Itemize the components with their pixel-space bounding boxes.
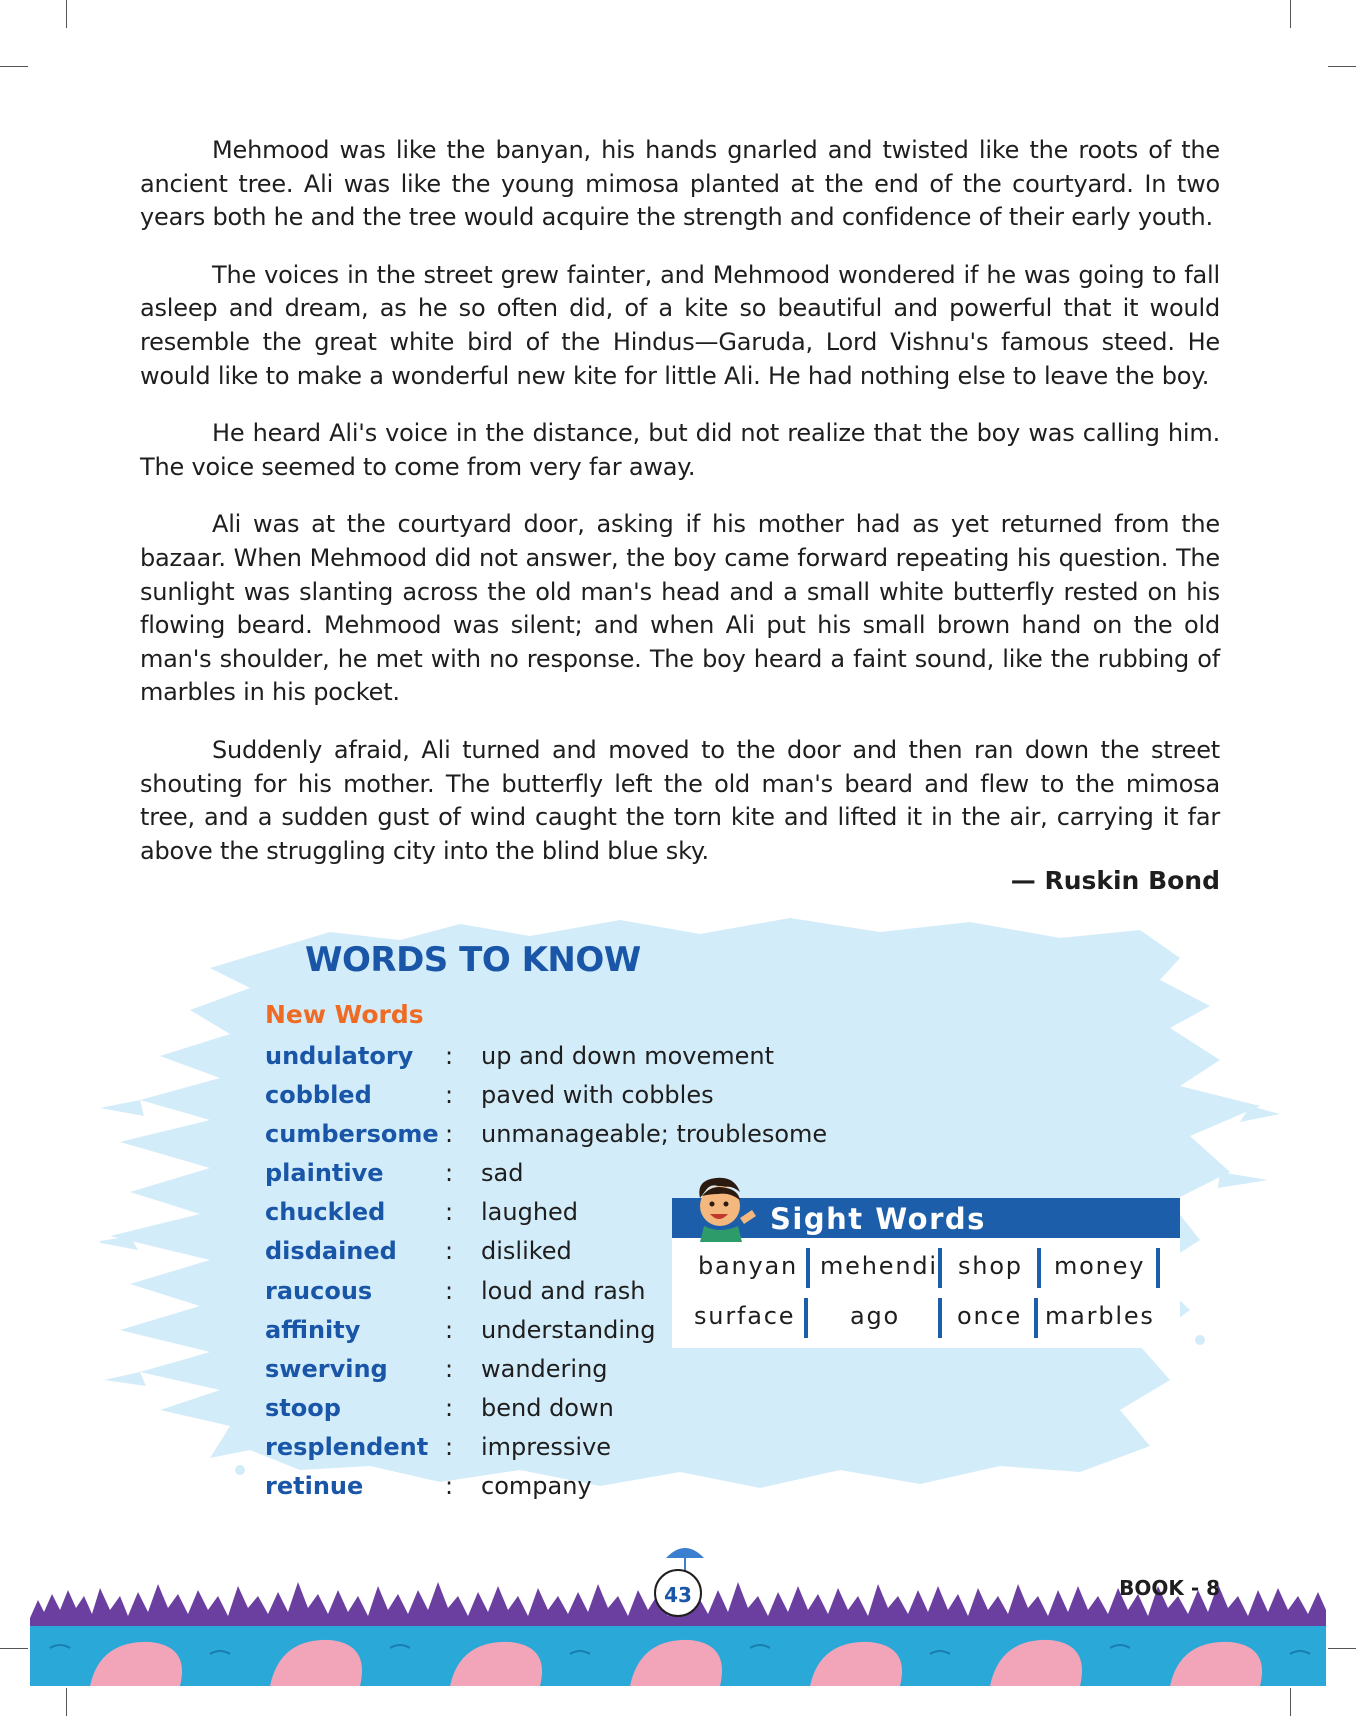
crop-mark [1328,66,1356,67]
page-number: 43 [654,1569,702,1617]
sight-words-row [672,1244,1180,1294]
crop-mark [0,66,28,67]
vocabulary-word: cobbled [265,1081,372,1110]
crop-mark [1328,1648,1356,1649]
vocabulary-meaning: loud and rash [481,1276,646,1305]
new-words-heading: New Words [265,1000,424,1029]
vocabulary-meaning: wandering [481,1354,608,1383]
story-paragraph: He heard Ali's voice in the distance, but did not realize that the boy was calling him. The voice seemed to come from very far away. [140,419,1220,481]
vocabulary-word: resplendent [265,1432,429,1461]
vocabulary-meaning: disliked [481,1237,572,1266]
sight-word: ago [850,1302,901,1330]
sight-words-grid [672,1244,1180,1344]
story-paragraph: Suddenly afraid, Ali turned and moved to the door and then ran down the street shouting for his mother. The butterfly left the old man's beard and flew to the mimosa tree, and a sudden gust of wind caught the torn kite and lifted it in the air, carrying it far above the struggling city into the blind blue sky. [140,735,1220,865]
boy-mascot-icon [682,1174,762,1242]
crop-mark [1290,1688,1291,1716]
divider [1156,1248,1160,1288]
separator: : [445,1315,454,1344]
separator: : [445,1432,454,1461]
crop-mark [0,1648,28,1649]
vocabulary-meaning: sad [481,1159,524,1188]
crop-mark [66,1688,67,1716]
vocabulary-word: swerving [265,1354,388,1383]
author-credit: — Ruskin Bond [1010,866,1220,895]
story-paragraph: The voices in the street grew fainter, and Mehmood wondered if he was going to fall asleep and dream, as he so often did, of a kite so beautiful and powerful that it would resemble the great white bird of the Hindus—Garuda, Lord Vishnu's famous steed. He would like to make a wonderful new kite for little Ali. He had nothing else to leave the boy. [140,260,1220,390]
vocabulary-word: cumbersome [265,1120,439,1149]
vocabulary-meaning: unmanageable; troublesome [481,1120,828,1149]
vocabulary-word: chuckled [265,1198,386,1227]
separator: : [445,1081,454,1110]
divider [804,1298,808,1338]
vocabulary-word: undulatory [265,1042,414,1070]
divider [806,1248,810,1288]
vocabulary-meaning: paved with cobbles [481,1081,714,1110]
separator: : [445,1354,454,1383]
book-label: BOOK - 8 [1119,1576,1220,1600]
vocabulary-meaning: impressive [481,1432,612,1461]
story-paragraph: Mehmood was like the banyan, his hands gnarled and twisted like the roots of the ancient tree. Ali was like the young mimosa planted at the end of the courtyard. In two years both he and the tree would acquire the strength and confidence of their early youth. [140,136,1220,232]
vocabulary-word: stoop [265,1393,341,1422]
vocabulary-meaning: company [481,1472,592,1501]
separator: : [445,1042,454,1070]
vocabulary-word: plaintive [265,1159,384,1188]
vocabulary-meaning: understanding [481,1315,656,1344]
sight-word: marbles [1045,1302,1155,1330]
vocabulary-meaning: laughed [481,1198,579,1227]
vocabulary-meaning: bend down [481,1393,614,1422]
separator: : [445,1472,454,1501]
section-title: WORDS TO KNOW [305,940,641,980]
vocabulary-word: raucous [265,1276,373,1305]
sight-word: money [1054,1252,1146,1280]
divider [1037,1248,1041,1288]
sight-word: shop [958,1252,1023,1280]
separator: : [445,1120,454,1149]
vocabulary-word: affinity [265,1315,361,1344]
sight-words-row [672,1294,1180,1344]
story-paragraph: Ali was at the courtyard door, asking if his mother had as yet returned from the bazaar. When Mehmood did not answer, the boy came forward repeating his question. The sunlight was slanting across the old man's head and a small white butterfly rested on his flowing beard. Mehmood was silent; and when Ali put his small brown hand on the old man's shoulder, he met with no response. The boy heard a faint sound, like the rubbing of marbles in his pocket. [140,510,1220,707]
sight-word: once [957,1302,1023,1330]
sight-words-title: Sight Words [770,1202,986,1236]
sight-word: mehendi [820,1252,938,1280]
crop-mark [1290,0,1291,28]
divider [938,1248,942,1288]
separator: : [445,1393,454,1422]
crop-mark [66,0,67,28]
vocabulary-word: retinue [265,1472,364,1501]
story-text [140,134,1220,892]
divider [938,1298,942,1338]
sight-word: surface [694,1302,796,1330]
separator: : [445,1276,454,1305]
divider [1034,1298,1038,1338]
separator: : [445,1237,454,1266]
separator: : [445,1198,454,1227]
separator: : [445,1159,454,1188]
vocabulary-word: disdained [265,1237,397,1266]
vocabulary-meaning: up and down movement [481,1042,775,1070]
sight-word: banyan [698,1252,799,1280]
umbrella-icon [660,1540,710,1574]
